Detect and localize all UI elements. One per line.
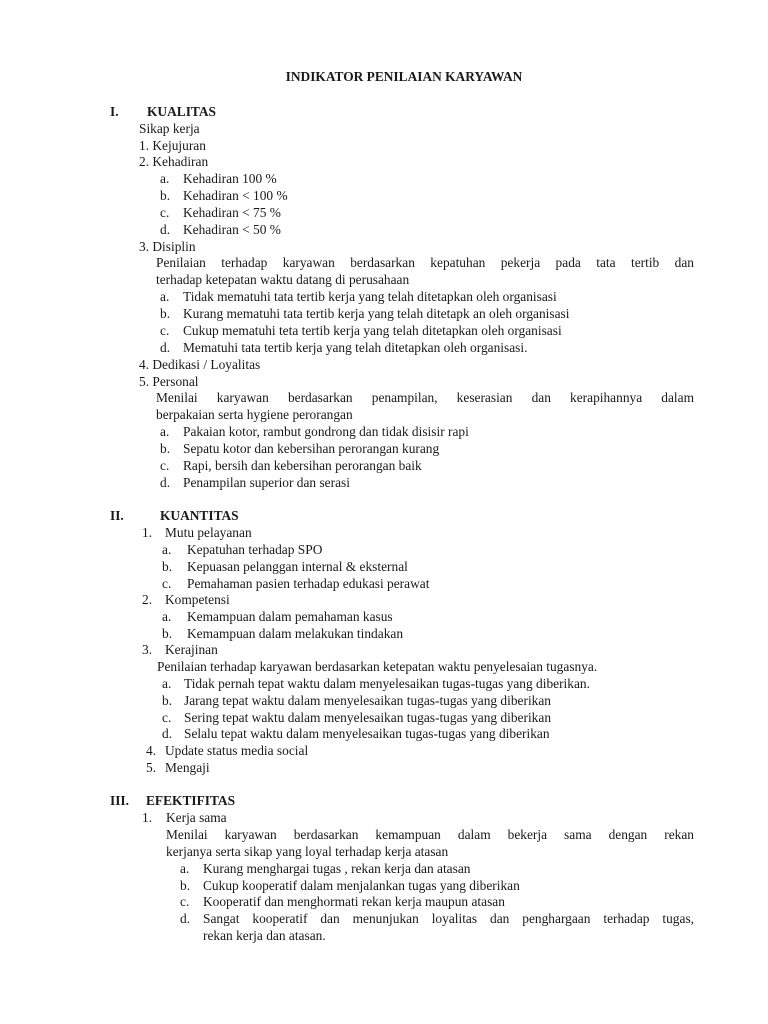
sub-item-letter: d. <box>160 222 171 237</box>
paragraph: Penilaian terhadap karyawan berdasarkan kepatuhan pekerja pada tata tertib dan <box>156 255 694 270</box>
sub-item-letter: b. <box>160 441 171 456</box>
sub-item: Kurang mematuhi tata tertib kerja yang telah ditetapk an oleh organisasi <box>183 306 570 321</box>
subheading: Sikap kerja <box>139 121 200 136</box>
sub-item-letter: b. <box>160 188 171 203</box>
list-number: 2. <box>142 592 153 607</box>
sub-item: Kehadiran < 75 % <box>183 205 281 220</box>
section-heading: EFEKTIFITAS <box>146 793 236 808</box>
sub-item: Sangat kooperatif dan menunjukan loyalitas dan penghargaan terhadap tugas, <box>203 911 694 926</box>
sub-item: Pakaian kotor, rambut gondrong dan tidak disisir rapi <box>183 424 469 439</box>
list-item: Update status media social <box>165 743 309 758</box>
sub-item-letter: c. <box>160 205 170 220</box>
sub-item: Sering tepat waktu dalam menyelesaikan tugas-tugas yang diberikan <box>184 710 552 725</box>
list-item: 1. Kejujuran <box>139 138 206 153</box>
sub-item-letter: a. <box>160 289 170 304</box>
paragraph: Menilai karyawan berdasarkan kemampuan dalam bekerja sama dengan rekan <box>166 827 694 842</box>
sub-item: Kemampuan dalam melakukan tindakan <box>187 626 404 641</box>
list-number: 4. <box>146 743 157 758</box>
sub-item-letter: a. <box>162 676 172 691</box>
paragraph: kerjanya serta sikap yang loyal terhadap kerja atasan <box>166 844 449 859</box>
sub-item: Kehadiran 100 % <box>183 171 277 186</box>
list-item: 2. Kehadiran <box>139 154 209 169</box>
sub-item: rekan kerja dan atasan. <box>203 928 326 943</box>
sub-item-letter: d. <box>160 340 171 355</box>
sub-item: Kehadiran < 50 % <box>183 222 281 237</box>
list-item: Mengaji <box>165 760 210 775</box>
sub-item: Kepatuhan terhadap SPO <box>187 542 323 557</box>
list-number: 1. <box>142 525 153 540</box>
sub-item-letter: a. <box>162 542 172 557</box>
sub-item-letter: d. <box>162 726 173 741</box>
list-item: Mutu pelayanan <box>165 525 252 540</box>
section-number: III. <box>110 793 129 808</box>
sub-item: Sepatu kotor dan kebersihan perorangan kurang <box>183 441 440 456</box>
paragraph: berpakaian serta hygiene perorangan <box>156 407 353 422</box>
sub-item-letter: d. <box>180 911 191 926</box>
section-number: II. <box>110 508 124 523</box>
sub-item: Cukup mematuhi teta tertib kerja yang telah ditetapkan oleh organisasi <box>183 323 562 338</box>
list-item: Kompetensi <box>165 592 230 607</box>
sub-item-letter: c. <box>160 458 170 473</box>
sub-item-letter: c. <box>160 323 170 338</box>
sub-item: Kooperatif dan menghormati rekan kerja maupun atasan <box>203 894 505 909</box>
sub-item-letter: c. <box>162 576 172 591</box>
sub-item-letter: c. <box>162 710 172 725</box>
sub-item: Cukup kooperatif dalam menjalankan tugas yang diberikan <box>203 878 520 893</box>
sub-item-letter: a. <box>180 861 190 876</box>
sub-item: Mematuhi tata tertib kerja yang telah ditetapkan oleh organisasi. <box>183 340 528 355</box>
sub-item: Rapi, bersih dan kebersihan perorangan baik <box>183 458 422 473</box>
list-item: Kerja sama <box>166 810 227 825</box>
sub-item: Kepuasan pelanggan internal & eksternal <box>187 559 408 574</box>
paragraph: Menilai karyawan berdasarkan penampilan, keserasian dan kerapihannya dalam <box>156 390 694 405</box>
sub-item: Tidak pernah tepat waktu dalam menyelesaikan tugas-tugas yang diberikan. <box>184 676 590 691</box>
sub-item-letter: b. <box>162 693 173 708</box>
sub-item-letter: b. <box>162 559 173 574</box>
sub-item: Penampilan superior dan serasi <box>183 475 350 490</box>
list-item: 4. Dedikasi / Loyalitas <box>139 357 261 372</box>
paragraph: Penilaian terhadap karyawan berdasarkan ketepatan waktu penyelesaian tugasnya. <box>157 659 598 674</box>
sub-item: Jarang tepat waktu dalam menyelesaikan tugas-tugas yang diberikan <box>184 693 552 708</box>
sub-item-letter: b. <box>180 878 191 893</box>
sub-item: Selalu tepat waktu dalam menyelesaikan tugas-tugas yang diberikan <box>184 726 550 741</box>
list-number: 5. <box>146 760 157 775</box>
list-item: 3. Disiplin <box>139 239 196 254</box>
sub-item-letter: b. <box>162 626 173 641</box>
sub-item-letter: a. <box>162 609 172 624</box>
section-heading: KUANTITAS <box>160 508 239 523</box>
section-number: I. <box>110 104 119 119</box>
list-number: 1. <box>142 810 153 825</box>
list-item: Kerajinan <box>165 642 218 657</box>
sub-item: Kehadiran < 100 % <box>183 188 288 203</box>
sub-item-letter: a. <box>160 424 170 439</box>
sub-item-letter: b. <box>160 306 171 321</box>
paragraph: terhadap ketepatan waktu datang di perusahaan <box>156 272 410 287</box>
sub-item-letter: a. <box>160 171 170 186</box>
sub-item: Kemampuan dalam pemahaman kasus <box>187 609 393 624</box>
list-number: 3. <box>142 642 153 657</box>
sub-item: Pemahaman pasien terhadap edukasi perawat <box>187 576 430 591</box>
list-item: 5. Personal <box>139 374 199 389</box>
document-title: INDIKATOR PENILAIAN KARYAWAN <box>285 69 523 84</box>
sub-item-letter: d. <box>160 475 171 490</box>
sub-item: Kurang menghargai tugas , rekan kerja dan atasan <box>203 861 471 876</box>
sub-item-letter: c. <box>180 894 190 909</box>
section-heading: KUALITAS <box>147 104 216 119</box>
sub-item: Tidak mematuhi tata tertib kerja yang telah ditetapkan oleh organisasi <box>183 289 557 304</box>
